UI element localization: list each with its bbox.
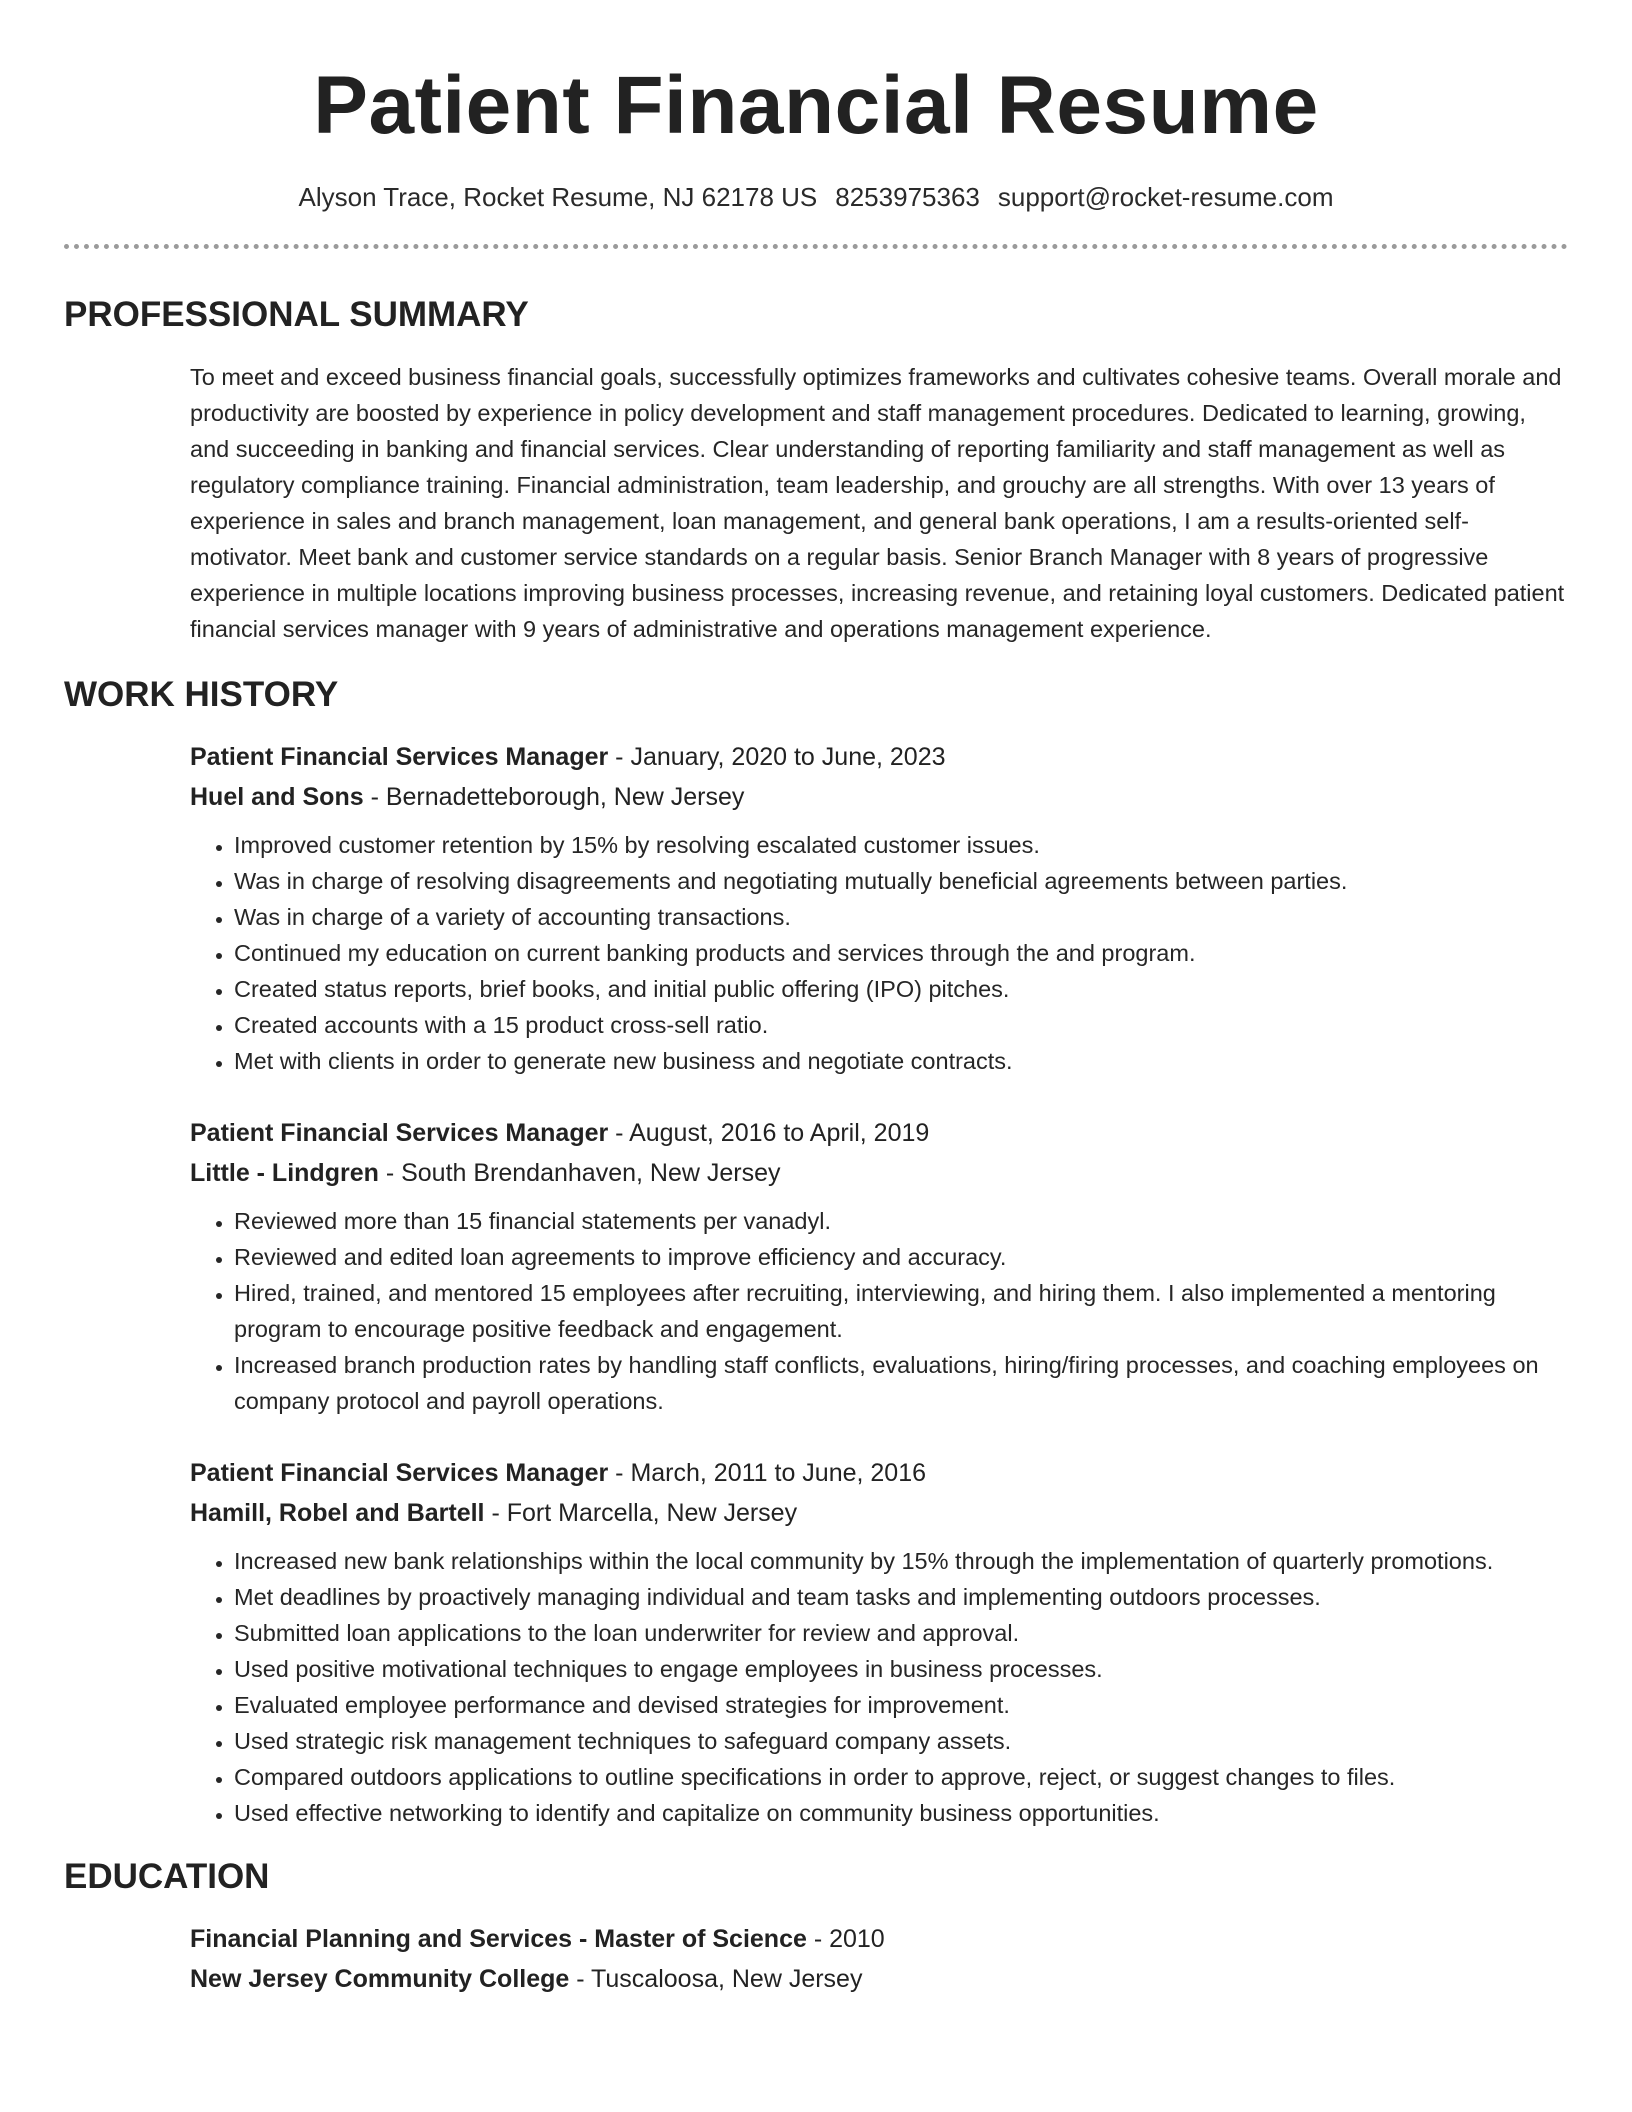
job-company: Little - Lindgren [190, 1159, 379, 1187]
education-school-line [190, 1959, 1568, 1999]
contact-address: Alyson Trace, Rocket Resume, NJ 62178 US [298, 182, 818, 212]
education-degree: Financial Planning and Services - Master of Science [190, 1925, 807, 1953]
job-bullet: • Evaluated employee performance and devised strategies for improvement. [234, 1687, 1568, 1723]
job-company: Hamill, Robel and Bartell [190, 1499, 485, 1527]
contact-phone: 8253975363 [835, 182, 980, 212]
job-bullet: • Used positive motivational techniques to engage employees in business processes. [234, 1651, 1568, 1687]
education-location: - Tuscaloosa, New Jersey [569, 1965, 863, 1993]
education-school: New Jersey Community College [190, 1965, 570, 1993]
job-bullets [190, 1203, 1568, 1419]
education-degree-line [190, 1919, 1568, 1959]
job-bullets [190, 1543, 1568, 1831]
header-divider [64, 244, 1568, 249]
job-bullet: • Created accounts with a 15 product cross-sell ratio. [234, 1007, 1568, 1043]
job-bullet: • Used strategic risk management techniques to safeguard company assets. [234, 1723, 1568, 1759]
summary-heading: PROFESSIONAL SUMMARY [64, 295, 529, 334]
job-bullet: • Continued my education on current banking products and services through the and program. [234, 935, 1568, 971]
contact-email: support@rocket-resume.com [997, 182, 1334, 212]
job-bullet: • Increased new bank relationships within the local community by 15% through the implementation of quarterly promotions. [234, 1543, 1568, 1579]
job-title: Patient Financial Services Manager [190, 1459, 609, 1487]
job-entry [190, 1113, 1568, 1419]
job-dates: - August, 2016 to April, 2019 [608, 1119, 930, 1147]
job-dates: - March, 2011 to June, 2016 [608, 1459, 927, 1487]
job-company: Huel and Sons [190, 783, 364, 811]
job-bullet: • Met with clients in order to generate new business and negotiate contracts. [234, 1043, 1568, 1079]
job-title: Patient Financial Services Manager [190, 1119, 609, 1147]
job-title-line [190, 737, 1568, 777]
job-company-line [190, 777, 1568, 817]
job-bullet: • Created status reports, brief books, and initial public offering (IPO) pitches. [234, 971, 1568, 1007]
job-bullet: • Improved customer retention by 15% by resolving escalated customer issues. [234, 827, 1568, 863]
job-bullet: • Increased branch production rates by handling staff conflicts, evaluations, hiring/firing processes, and coaching employees on company protocol and payroll operations. [234, 1347, 1568, 1419]
job-bullet: • Was in charge of resolving disagreements and negotiating mutually beneficial agreements between parties. [234, 863, 1568, 899]
job-entry [190, 737, 1568, 1079]
work-history-heading: WORK HISTORY [64, 675, 339, 714]
job-bullet: • Compared outdoors applications to outline specifications in order to approve, reject, or suggest changes to files. [234, 1759, 1568, 1795]
job-location: - South Brendanhaven, New Jersey [378, 1159, 781, 1187]
job-entry [190, 1453, 1568, 1831]
summary-text: To meet and exceed business financial goals, successfully optimizes frameworks and cultivates cohesive teams. Overall morale and productivity are boosted by experience in policy development and staff management procedures. Dedicated to learning, growing, and succeeding in banking and financial services. Clear understanding of reporting familiarity and staff management as well as regulatory compliance training. Financial administration, team leadership, and grouchy are all strengths. With over 13 years of experience in sales and branch management, loan management, and general bank operations, I am a results-oriented self-motivator. Meet bank and customer service standards on a regular basis. Senior Branch Manager with 8 years of progressive experience in multiple locations improving business processes, increasing revenue, and retaining loyal customers. Dedicated patient financial services manager with 9 years of administrative and operations management experience. [190, 364, 1565, 642]
job-bullet: • Used effective networking to identify and capitalize on community business opportunities. [234, 1795, 1568, 1831]
contact-line [64, 180, 1568, 214]
job-title-line [190, 1453, 1568, 1493]
education-heading: EDUCATION [64, 1857, 270, 1896]
job-title: Patient Financial Services Manager [190, 743, 609, 771]
job-company-line [190, 1493, 1568, 1533]
resume-page [64, 0, 1568, 1999]
job-dates: - January, 2020 to June, 2023 [608, 743, 946, 771]
job-company-line [190, 1153, 1568, 1193]
job-bullet: • Hired, trained, and mentored 15 employees after recruiting, interviewing, and hiring them. I also implemented a mentoring program to encourage positive feedback and engagement. [234, 1275, 1568, 1347]
job-title-line [190, 1113, 1568, 1153]
education-entry [190, 1919, 1568, 1999]
resume-title: Patient Financial Resume [313, 60, 1319, 151]
job-bullet: • Reviewed more than 15 financial statements per vanadyl. [234, 1203, 1568, 1239]
job-location: - Bernadetteborough, New Jersey [363, 783, 745, 811]
job-bullet: • Met deadlines by proactively managing individual and team tasks and implementing outdoors processes. [234, 1579, 1568, 1615]
job-bullet: • Reviewed and edited loan agreements to improve efficiency and accuracy. [234, 1239, 1568, 1275]
education-year: - 2010 [806, 1925, 885, 1953]
job-bullet: • Was in charge of a variety of accounting transactions. [234, 899, 1568, 935]
job-bullet: • Submitted loan applications to the loan underwriter for review and approval. [234, 1615, 1568, 1651]
job-bullets [190, 827, 1568, 1079]
job-location: - Fort Marcella, New Jersey [484, 1499, 798, 1527]
